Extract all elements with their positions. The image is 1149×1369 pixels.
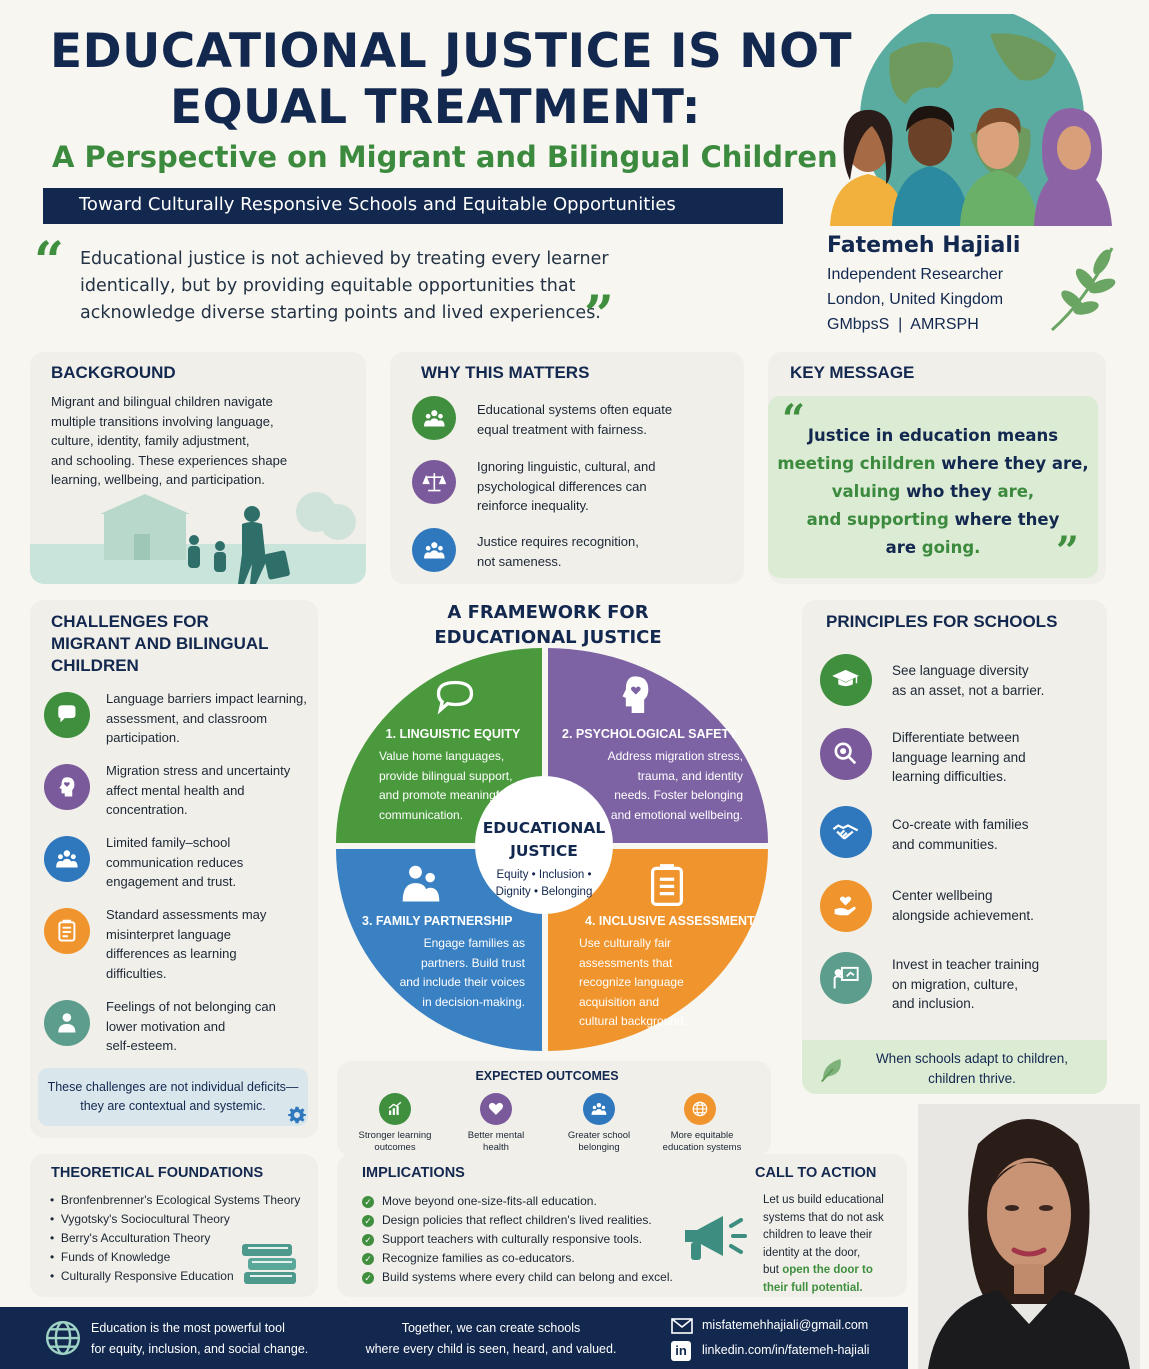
check-icon: ✓ [362, 1234, 374, 1246]
people-icon [44, 836, 90, 882]
outcome-label-3: Greater school belonging [567, 1130, 631, 1153]
challenges-note-text: These challenges are not individual deficits— they are contextual and systemic. [47, 1080, 299, 1113]
implication-item: ✓ Design policies that reflect children's lived realities. [362, 1211, 673, 1230]
principle-item-4: Center wellbeing alongside achievement. [892, 888, 1034, 923]
challenge-item-4: Standard assessments may misinterpret language differences as learning difficulties. [106, 907, 267, 981]
q3-text: 3. FAMILY PARTNERSHIP Engage families as partners. Build trust and include their voices in decision-making. [362, 914, 525, 1009]
banner-text: Toward Culturally Responsive Schools and Equitable Opportunities [79, 194, 676, 215]
intro-quote-line: Educational justice is not achieved by treating every learner [80, 249, 609, 269]
scales-icon [412, 460, 456, 504]
background-line: multiple transitions involving language, [51, 413, 274, 429]
clipboard-icon [649, 863, 685, 907]
outcomes-title: EXPECTED OUTCOMES [475, 1069, 619, 1083]
author-credentials: GMbpsS | AMRSPH [827, 316, 979, 333]
background-title: BACKGROUND [51, 363, 176, 382]
books-icon [240, 1236, 300, 1290]
leaf-icon [1046, 240, 1122, 334]
head-heart-icon [615, 673, 655, 717]
principle-item-1: See language diversity as an asset, not a barrier. [892, 663, 1045, 698]
cta-title: CALL TO ACTION [755, 1165, 877, 1181]
implication-item: ✓ Build systems where every child can belong and excel. [362, 1268, 673, 1287]
background-text [51, 392, 287, 490]
challenge-item-5: Feelings of not belonging can lower motivation and self-esteem. [106, 999, 276, 1053]
heart-icon [480, 1093, 512, 1125]
q4-text: 4. INCLUSIVE ASSESSMENT Use culturally fair assessments that recognize language acquisition and cultural background. [579, 914, 755, 1028]
leaf-icon [818, 1054, 848, 1084]
check-icon: ✓ [362, 1253, 374, 1265]
key-message-card [768, 352, 1106, 584]
q2-text: 2. PSYCHOLOGICAL SAFETY Address migration stress, trauma, and identity needs. Foster belonging and emotional wellbeing. [562, 727, 743, 822]
theory-card [30, 1154, 318, 1297]
outcomes-card [337, 1061, 771, 1156]
principle-item-3: Co-create with families and communities. [892, 817, 1029, 852]
author-role: Independent Researcher [827, 266, 1004, 283]
key-message-title: KEY MESSAGE [790, 363, 915, 382]
implication-item: ✓ Recognize families as co-educators. [362, 1249, 673, 1268]
check-icon: ✓ [362, 1215, 374, 1227]
implication-item: ✓ Support teachers with culturally responsive tools. [362, 1230, 673, 1249]
principle-item-5: Invest in teacher training on migration, culture, and inclusion. [892, 957, 1040, 1011]
banner [43, 188, 783, 224]
speech-bubble-icon [44, 692, 90, 738]
challenge-item-1: Language barriers impact learning, assessment, and classroom participation. [106, 691, 307, 745]
people-icon [583, 1093, 615, 1125]
megaphone-icon [679, 1204, 749, 1268]
people-icon [412, 396, 456, 440]
intro-quote-line: acknowledge diverse starting points and lived experiences. [80, 303, 601, 323]
implications-card [337, 1154, 907, 1297]
principles-footer [802, 1040, 1107, 1094]
outcome-label-1: Stronger learning outcomes [358, 1130, 432, 1153]
theory-item: • Berry's Acculturation Theory [50, 1231, 211, 1245]
growth-chart-icon [379, 1093, 411, 1125]
globe-icon [44, 1319, 82, 1357]
why-item-3: Justice requires recognition, not sameness. [477, 534, 639, 569]
theory-item: • Culturally Responsive Education [50, 1269, 234, 1283]
challenges-note [38, 1068, 308, 1126]
author-name: Fatemeh Hajiali [827, 233, 1021, 258]
theory-title: THEORETICAL FOUNDATIONS [51, 1165, 264, 1181]
title-line-2: EQUAL TREATMENT: [170, 80, 702, 135]
graduation-cap-icon [820, 654, 872, 706]
implication-item: ✓ Move beyond one-size-fits-all education. [362, 1192, 673, 1211]
head-heart-icon [44, 764, 90, 810]
gear-icon [288, 1106, 306, 1124]
author-location: London, United Kingdom [827, 291, 1004, 308]
open-quote-icon: “ [34, 231, 64, 292]
globe-people-illustration [820, 14, 1140, 226]
why-item-1: Educational systems often equate equal treatment with fairness. [477, 402, 673, 437]
open-quote-icon: “ [782, 396, 806, 443]
theory-item: • Bronfenbrenner's Ecological Systems Theory [50, 1193, 301, 1207]
principles-footer-text: When schools adapt to children, children thrive. [875, 1051, 1069, 1086]
handshake-icon [820, 806, 872, 858]
people-icon [412, 528, 456, 572]
background-line: learning, wellbeing, and participation. [51, 472, 265, 487]
theory-item: • Funds of Knowledge [50, 1250, 171, 1264]
intro-quote-line: identically, but by providing equitable opportunities that [80, 276, 576, 296]
linkedin-link[interactable]: linkedin.com/in/fatemeh-hajiali [702, 1343, 870, 1357]
check-icon: ✓ [362, 1196, 374, 1208]
clipboard-icon [44, 908, 90, 954]
mail-icon [671, 1318, 693, 1334]
framework-wheel [333, 645, 771, 1055]
q1-text: 1. LINGUISTIC EQUITY Value home languages, provide bilingual support, and promote meaningful communication. [379, 727, 521, 822]
speech-bubble-icon [433, 677, 477, 717]
teacher-board-icon [820, 952, 872, 1004]
challenges-title: CHALLENGES FOR MIGRANT AND BILINGUAL CHILDREN [51, 612, 269, 675]
principles-title: PRINCIPLES FOR SCHOOLS [826, 612, 1058, 631]
outcome-label-4: More equitable education systems [662, 1130, 742, 1153]
close-quote-icon: ” [1056, 528, 1080, 575]
footer-bar [0, 1307, 908, 1369]
family-school-illustration [30, 488, 366, 584]
hand-heart-icon [820, 880, 872, 932]
background-card [30, 352, 366, 584]
implications-list [362, 1192, 673, 1287]
footer-mid-text: Together, we can create schools where every child is seen, heard, and valued. [365, 1321, 617, 1356]
globe-icon [684, 1093, 716, 1125]
framework-center: EDUCATIONAL JUSTICE Equity • Inclusion • Dignity • Belonging [482, 819, 606, 898]
key-message-box [768, 396, 1098, 578]
background-line: culture, identity, family adjustment, [51, 433, 250, 448]
family-icon [399, 863, 443, 905]
principle-item-2: Differentiate between language learning and learning difficulties. [892, 730, 1026, 784]
cta-text: Let us build educational systems that do not ask children to leave their identity at the door, but open the door to their full potential. [763, 1194, 884, 1294]
subtitle: A Perspective on Migrant and Bilingual Children [52, 140, 838, 174]
close-quote-icon: ” [584, 285, 614, 346]
framework-title: A FRAMEWORK FOR EDUCATIONAL JUSTICE [434, 602, 662, 648]
why-matters-title: WHY THIS MATTERS [421, 363, 590, 382]
key-message-text: Justice in education means meeting children where they are, valuing who they are, and supporting where they are going. [777, 426, 1089, 557]
background-line: Migrant and bilingual children navigate [51, 394, 273, 409]
challenges-card [30, 600, 318, 1138]
person-icon [44, 1000, 90, 1046]
title-line-1: EDUCATIONAL JUSTICE IS NOT [50, 24, 853, 79]
check-icon: ✓ [362, 1272, 374, 1284]
author-photo [918, 1104, 1140, 1369]
why-matters-card [390, 352, 744, 584]
linkedin-icon: in [671, 1341, 691, 1361]
principles-card [802, 600, 1107, 1094]
footer-left-text: Education is the most powerful tool for equity, inclusion, and social change. [91, 1321, 309, 1356]
email-link[interactable]: misfatemehhajiali@gmail.com [702, 1318, 869, 1332]
outcome-label-2: Better mental health [467, 1130, 525, 1153]
challenge-item-2: Migration stress and uncertainty affect mental health and concentration. [106, 763, 291, 817]
challenge-item-3: Limited family–school communication reduces engagement and trust. [106, 835, 244, 889]
background-line: and schooling. These experiences shape [51, 452, 288, 468]
magnifier-icon [820, 728, 872, 780]
implications-title: IMPLICATIONS [362, 1165, 465, 1181]
theory-item: • Vygotsky's Sociocultural Theory [50, 1212, 230, 1226]
why-item-2: Ignoring linguistic, cultural, and psychological differences can reinforce inequality. [477, 459, 656, 513]
intro-quote [80, 246, 609, 327]
